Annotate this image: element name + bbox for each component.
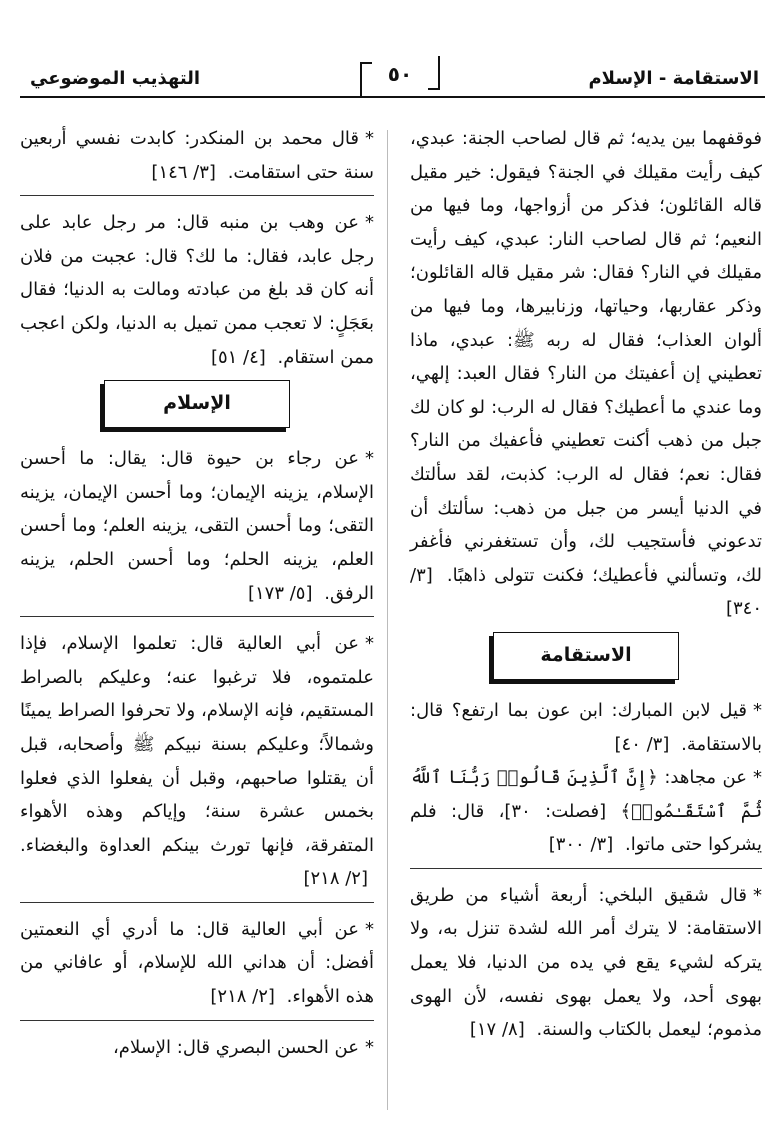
- paragraph: [410, 761, 762, 862]
- section-heading-box: [493, 632, 679, 680]
- paragraph-text: قال محمد بن المنكدر: كابدت نفسي أربعين سنة حتى استقامت.: [20, 128, 374, 183]
- paragraph: [20, 1031, 374, 1065]
- header-rule: [20, 96, 765, 98]
- star-bullet: *: [365, 128, 374, 149]
- page-number-box: [360, 56, 440, 94]
- paragraph-text: [فصلت: ٣٠]، قال: فلم يشركوا حتى ماتوا.: [410, 800, 762, 856]
- star-bullet: *: [753, 884, 762, 906]
- page-number: ٥٠: [387, 62, 413, 86]
- paragraph: [20, 122, 374, 189]
- page-header: [20, 62, 765, 102]
- star-bullet: *: [365, 633, 374, 655]
- paragraph: [20, 442, 374, 610]
- star-bullet: *: [365, 448, 374, 470]
- reference: [٨/ ١٧]: [469, 1019, 525, 1041]
- star-bullet: *: [753, 699, 762, 721]
- paragraph-text: قال شقيق البلخي: أربعة أشياء من طريق الاستقامة: لا يترك أمر الله لشدة تنزل به، ولا يتركه لشيء يقع في يده من الدنيا، فلا يعمل بهوى أحد، ولا يعمل بهوى نفسه، لأن الهوى مذموم؛ ليعمل بالكتاب والسنة.: [410, 884, 762, 1041]
- section-heading: الإسلام: [163, 392, 231, 415]
- reference: [٣/ ٣٤٠]: [410, 564, 762, 620]
- reference: [٣/ ٤٠]: [614, 733, 670, 755]
- separator: [20, 902, 374, 903]
- reference: [٥/ ١٧٣]: [247, 582, 313, 604]
- left-column: [20, 122, 374, 1064]
- paragraph: [20, 627, 374, 896]
- separator: [410, 868, 762, 869]
- separator: [20, 616, 374, 617]
- right-column: [410, 122, 762, 1047]
- paragraph-text: فوقفهما بين يديه؛ ثم قال لصاحب الجنة: عبدي، كيف رأيت مقيلك في الجنة؟ فيقول: خير مقيل قاله القائلون؛ فذكر من أزواجها، وما فيها من النعيم؛ ثم قال لصاحب النار: عبدي، كيف رأيت مقيلك في النار؟ فقال: شر مقيل قاله القائلون؛ وذكر عقاربها، وحياتها، وزنابيرها، وما فيها من ألوان العذاب؛ فقال له ربه ﷺ: عبدي، ماذا تعطيني إن أعفيتك من النار؟ فقال العبد: إلهي، وما عندي ما أعطيك؟ فقال له الرب: لو كان لك جبل من ذهب أكنت تعطيني فأعفيك من النار؟ فقال: نعم؛ فقال له الرب: كذبت، لقد سألتك في الدنيا أيسر من جبل من ذهب: سألتك أن تدعوني فأستجيب لك، وأن تستغفرني فأغفر لك، وتسألني فأعطيك؛ فكنت تتولى ذاهبًا.: [410, 128, 762, 586]
- star-bullet: *: [365, 212, 374, 234]
- paragraph-text: عن رجاء بن حيوة قال: يقال: ما أحسن الإسلام، يزينه الإيمان؛ وما أحسن الإيمان، يزينه التقى؛ وما أحسن التقى، يزينه العلم؛ وما أحسن العلم، يزينه الحلم؛ وما أحسن الحلم، يزينه الرفق.: [20, 448, 374, 604]
- paragraph: [410, 879, 762, 1047]
- star-bullet: *: [365, 1036, 374, 1058]
- separator: [20, 195, 374, 196]
- section-heading: الاستقامة: [540, 644, 632, 667]
- running-title-right: الاستقامة - الإسلام: [588, 68, 759, 89]
- separator: [20, 1020, 374, 1021]
- quran-verse: ﴿إِنَّ ٱلَّذِينَ قَالُوا۟ رَبُّنَا ٱللَّهُ ثُمَّ ٱسْتَقَـٰمُوا۟﴾: [410, 767, 762, 822]
- paragraph-text: عن وهب بن منبه قال: مر رجل عابد على رجل عابد، فقال: ما لك؟ قال: عجبت من فلان أنه كان قد بلغ من عبادته ومالت به الدنيا؛ فقال بعَجَلٍ: لا تعجب ممن تميل به الدنيا، ولكن اعجب ممن استقام.: [20, 212, 374, 368]
- paragraph-text: قيل لابن المبارك: ابن عون بما ارتفع؟ قال: بالاستقامة.: [410, 699, 762, 755]
- section-heading-box: [104, 380, 290, 428]
- reference: [٣/ ١٤٦]: [151, 161, 216, 183]
- column-divider: [387, 130, 388, 1110]
- reference: [٣/ ٣٠٠]: [548, 834, 614, 856]
- reference: [٢/ ٢١٨]: [303, 868, 368, 890]
- paragraph-text: عن مجاهد:: [664, 767, 747, 789]
- running-title-left: التهذيب الموضوعي: [30, 68, 201, 89]
- paragraph: [410, 122, 762, 626]
- paragraph: [20, 913, 374, 1014]
- paragraph-text: عن الحسن البصري قال: الإسلام،: [112, 1036, 359, 1058]
- reference: [٤/ ٥١]: [210, 346, 266, 368]
- reference: [٢/ ٢١٨]: [210, 986, 275, 1008]
- star-bullet: *: [365, 918, 374, 940]
- paragraph: [410, 694, 762, 761]
- star-bullet: *: [752, 767, 762, 789]
- paragraph-text: عن أبي العالية قال: تعلموا الإسلام، فإذا علمتموه، فلا ترغبوا عنه؛ وعليكم بالصراط المستقيم، فإنه الإسلام، ولا تحرفوا الصراط يمينًا وشمالاً؛ وعليكم بسنة نبيكم ﷺ وأصحابه، قبل أن يقتلوا صاحبهم، وقبل أن يفعلوا الذي فعلوا بخمس عشرة سنة؛ وإياكم وهذه الأهواء المتفرقة، فإنها تورث بينكم العداوة والبغضاء.: [20, 633, 374, 856]
- paragraph-text: عن أبي العالية قال: ما أدري أي النعمتين أفضل: أن هداني الله للإسلام، أو عافاني من هذه الأهواء.: [20, 918, 374, 1008]
- paragraph: [20, 206, 374, 374]
